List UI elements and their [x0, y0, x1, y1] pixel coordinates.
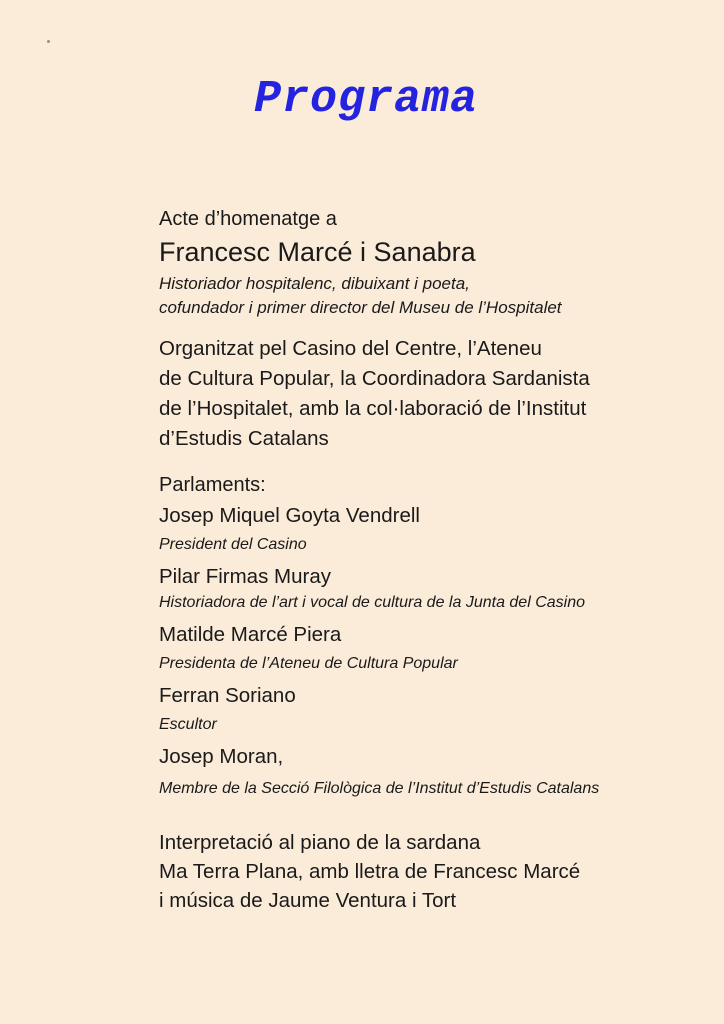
speaker-entry [159, 562, 699, 614]
speaker-name: Ferran Soriano [159, 684, 296, 707]
speaker-name: Pilar Firmas Muray [159, 565, 331, 588]
intro-line: Acte d’homenatge a [159, 208, 337, 230]
speeches-heading: Parlaments: [159, 474, 266, 496]
program-content [159, 205, 699, 915]
closing-line: i música de Jaume Ventura i Tort [159, 889, 457, 912]
speaker-entry [159, 501, 699, 556]
speaker-role: Historiadora de l’art i vocal de cultura de la Junta del Casino [159, 594, 586, 611]
description-line: cofundador i primer director del Museu de l’Hospitalet [159, 298, 562, 317]
speaker-name: Matilde Marcé Piera [159, 623, 342, 646]
organizers-line: de l’Hospitalet, amb la col·laboració de l’Institut [159, 397, 587, 420]
closing-paragraph [159, 828, 699, 915]
speaker-role: Presidenta de l’Ateneu de Cultura Popular [159, 655, 458, 672]
honoree-description [159, 272, 699, 320]
speaker-role: President del Casino [159, 536, 307, 553]
speakers-list [159, 501, 699, 800]
closing-line: Ma Terra Plana, amb lletra de Francesc Marcé [159, 860, 581, 883]
speaker-role: Escultor [159, 716, 217, 733]
speaker-entry [159, 742, 699, 800]
organizers-line: d’Estudis Catalans [159, 427, 329, 450]
speaker-name: Josep Moran, [159, 745, 284, 768]
page-title: Programa [253, 74, 479, 125]
organizers-line: Organitzat pel Casino del Centre, l’Ateneu [159, 337, 542, 360]
organizers-paragraph [159, 334, 699, 454]
speaker-entry [159, 681, 699, 736]
speaker-role: Membre de la Secció Filològica de l’Institut d’Estudis Catalans [159, 780, 600, 797]
speaker-name: Josep Miquel Goyta Vendrell [159, 504, 420, 527]
paper-speck [47, 40, 50, 43]
speaker-entry [159, 620, 699, 675]
description-line: Historiador hospitalenc, dibuixant i poeta, [159, 274, 470, 293]
organizers-line: de Cultura Popular, la Coordinadora Sardanista [159, 367, 590, 390]
closing-line: Interpretació al piano de la sardana [159, 831, 481, 854]
honoree-name: Francesc Marcé i Sanabra [159, 237, 476, 267]
